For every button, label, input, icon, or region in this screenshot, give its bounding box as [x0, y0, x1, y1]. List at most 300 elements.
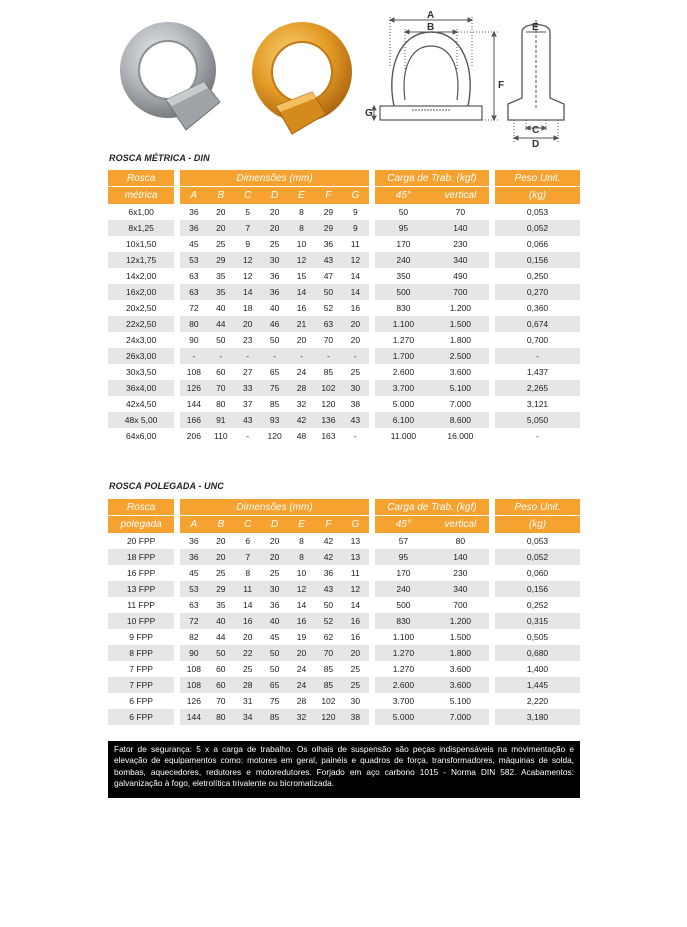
cell-dim-e: 8 [299, 207, 304, 217]
cell-dim-d: 75 [261, 380, 288, 396]
cell-dim-b: 70 [216, 696, 226, 706]
cell-unit-weight: 0,066 [526, 239, 549, 249]
header-thread-inch: Rosca [108, 499, 174, 515]
cell-dim-g: 20 [342, 645, 369, 661]
cell-dim-a: 72 [180, 613, 207, 629]
cell-unit-weight: 0,270 [495, 284, 580, 300]
cell-dim-a: 166 [180, 412, 207, 428]
cell-dim-f: 47 [323, 271, 334, 281]
unc-spec-table [108, 499, 580, 725]
cell-dim-e: 32 [288, 709, 315, 725]
cell-dim-c: - [234, 348, 261, 364]
cell-load-vertical: 1.500 [432, 316, 489, 332]
cell-dim-b: 91 [207, 412, 234, 428]
cell-dim-c: 7 [234, 220, 261, 236]
cell-dim-f: 85 [323, 367, 334, 377]
cell-dim-b: 110 [214, 431, 228, 441]
cell-dim-g: 25 [342, 677, 369, 693]
table-row [108, 581, 580, 597]
cell-dim-d: 30 [261, 252, 288, 268]
cell-dim-g: - [353, 431, 357, 441]
cell-load-vertical: 340 [432, 252, 489, 268]
cell-dim-c: 20 [242, 632, 253, 642]
cell-dim-d: 50 [261, 645, 288, 661]
cell-dim-e: 24 [288, 677, 315, 693]
cell-dim-e: 14 [288, 284, 315, 300]
cell-dim-b: 35 [207, 284, 234, 300]
cell-load-45: 240 [375, 581, 432, 597]
table-row [108, 677, 580, 693]
table-row [108, 220, 580, 236]
product-images [108, 8, 580, 148]
cell-dim-g: 14 [350, 600, 361, 610]
table-row [108, 533, 580, 549]
cell-dim-e: 24 [296, 664, 307, 674]
cell-dim-a: 144 [180, 709, 207, 725]
cell-dim-a: 108 [186, 367, 201, 377]
cell-dim-b: 35 [216, 271, 226, 281]
cell-dim-f: 70 [315, 645, 342, 661]
cell-dim-f: 102 [315, 380, 342, 396]
cell-thread: 26x3,00 [108, 348, 174, 364]
cell-dim-g: 12 [342, 581, 369, 597]
header-load-vertical: vertical [432, 186, 489, 204]
table-row [108, 549, 580, 565]
cell-dim-c: 11 [234, 581, 261, 597]
header-dimensions: Dimensões (mm) [180, 499, 368, 515]
cell-load-vertical: 16.000 [447, 431, 474, 441]
cell-dim-f: 136 [315, 412, 342, 428]
cell-dim-a: 206 [186, 431, 201, 441]
cell-load-vertical: 5.100 [449, 696, 472, 706]
table-row [108, 645, 580, 661]
cell-dim-a: 82 [189, 632, 199, 642]
table-row [108, 204, 580, 220]
cell-load-vertical: 230 [453, 568, 468, 578]
header-dim-c: C [234, 515, 261, 533]
cell-load-vertical: 340 [432, 581, 489, 597]
cell-dim-d: 50 [269, 664, 280, 674]
cell-unit-weight: 1,437 [526, 367, 549, 377]
cell-dim-g: 16 [350, 303, 361, 313]
cell-load-45: 830 [375, 613, 432, 629]
cell-dim-b: 60 [216, 664, 226, 674]
cell-thread: 24x3,00 [125, 335, 157, 345]
cell-load-vertical: 490 [453, 271, 468, 281]
cell-unit-weight: 5,050 [495, 412, 580, 428]
header-load-45: 45° [375, 515, 432, 533]
cell-unit-weight: 0,700 [526, 335, 549, 345]
table-row [108, 396, 580, 412]
cell-dim-d: 40 [269, 303, 280, 313]
cell-dim-c: 9 [245, 239, 251, 249]
header-dim-e: E [288, 186, 315, 204]
cell-dim-e: 28 [288, 380, 315, 396]
cell-load-45: 3.700 [392, 696, 415, 706]
cell-dim-a: 45 [189, 239, 199, 249]
cell-dim-g: 16 [350, 632, 361, 642]
cell-dim-b: 70 [207, 380, 234, 396]
cell-dim-f: 102 [321, 696, 336, 706]
header-dim-f: F [315, 186, 342, 204]
cell-dim-a: 90 [180, 645, 207, 661]
cell-dim-b: 25 [216, 568, 226, 578]
header-thread-inch-sub: polegada [108, 515, 174, 533]
cell-dim-f: 43 [315, 252, 342, 268]
cell-dim-b: 44 [207, 316, 234, 332]
cell-dim-f: - [315, 348, 342, 364]
header-working-load: Carga de Trab. (kgf) [375, 499, 489, 515]
cell-unit-weight: 0,360 [526, 303, 549, 313]
cell-thread: 18 FPP [108, 549, 174, 565]
cell-dim-e: 10 [296, 239, 307, 249]
metric-spec-table [108, 170, 580, 444]
cell-dim-e: 12 [288, 581, 315, 597]
header-unit-weight: Peso Unit. [495, 170, 580, 186]
cell-thread: 10 FPP [108, 613, 174, 629]
table-row [108, 252, 580, 268]
cell-load-vertical: 80 [455, 536, 466, 546]
cell-dim-c: 31 [242, 696, 253, 706]
cell-dim-e: 21 [288, 316, 315, 332]
cell-load-vertical: 8.600 [432, 412, 489, 428]
cell-unit-weight: 3,180 [495, 709, 580, 725]
cell-unit-weight: 2,220 [526, 696, 549, 706]
cell-load-vertical: 3.600 [449, 367, 472, 377]
cell-dim-g: 14 [350, 271, 361, 281]
cell-dim-g: 9 [342, 220, 369, 236]
cell-dim-e: 10 [296, 568, 307, 578]
cell-load-45: 500 [375, 284, 432, 300]
cell-dim-c: 16 [234, 613, 261, 629]
table-row [108, 380, 580, 396]
cell-unit-weight: 0,156 [495, 252, 580, 268]
cell-dim-a: 36 [189, 536, 199, 546]
cell-load-45: 50 [398, 207, 409, 217]
cell-load-45: 95 [375, 220, 432, 236]
cell-load-45: 11.000 [390, 431, 417, 441]
header-unit-weight: Peso Unit. [495, 499, 580, 515]
cell-load-vertical: 7.000 [432, 709, 489, 725]
cell-dim-d: 120 [267, 431, 282, 441]
cell-dim-g: 11 [350, 239, 360, 249]
cell-dim-c: 43 [234, 412, 261, 428]
cell-load-45: 170 [396, 568, 411, 578]
cell-load-45: 5.000 [375, 709, 432, 725]
cell-unit-weight: 0,315 [495, 613, 580, 629]
cell-dim-f: 85 [323, 664, 334, 674]
cell-dim-c: 27 [242, 367, 253, 377]
front-view-drawing [372, 17, 498, 120]
cell-load-vertical: 1.800 [449, 335, 472, 345]
cell-load-45: 350 [396, 271, 411, 281]
cell-dim-d: 36 [269, 271, 280, 281]
cell-dim-d: 65 [269, 367, 280, 377]
cell-dim-d: 46 [261, 316, 288, 332]
cell-dim-b: 35 [216, 600, 226, 610]
cell-thread: 20 FPP [126, 536, 156, 546]
cell-load-45: 1.270 [392, 335, 415, 345]
cell-unit-weight: 1,400 [526, 664, 549, 674]
dim-label-f: F [498, 80, 505, 91]
cell-dim-d: 40 [261, 613, 288, 629]
cell-dim-c: 7 [234, 549, 261, 565]
cell-dim-f: 63 [315, 316, 342, 332]
cell-dim-g: 43 [342, 412, 369, 428]
cell-thread: 9 FPP [129, 632, 153, 642]
table-row [108, 268, 580, 284]
cell-thread: 42x4,50 [125, 399, 157, 409]
cell-dim-a: - [180, 348, 207, 364]
table-row [108, 236, 580, 252]
cell-dim-e: 24 [296, 367, 307, 377]
cell-dim-g: 25 [350, 664, 361, 674]
cell-load-vertical: 7.000 [449, 399, 472, 409]
cell-dim-a: 63 [189, 271, 199, 281]
cell-dim-c: 25 [242, 664, 253, 674]
cell-dim-b: 20 [207, 220, 234, 236]
cell-thread: 20x2,50 [125, 303, 157, 313]
cell-load-vertical: 70 [455, 207, 466, 217]
table-row [108, 284, 580, 300]
cell-dim-b: 29 [207, 581, 234, 597]
header-dim-a: A [180, 186, 207, 204]
cell-load-45: 1.270 [392, 664, 415, 674]
cell-dim-g: 9 [352, 207, 358, 217]
cell-unit-weight: 0,505 [526, 632, 549, 642]
cell-thread: 16x2,00 [108, 284, 174, 300]
cell-dim-b: 20 [216, 536, 226, 546]
cell-dim-e: 28 [296, 696, 307, 706]
dim-label-g: G [365, 108, 373, 119]
cell-dim-b: 44 [216, 632, 226, 642]
cell-dim-a: 126 [186, 696, 201, 706]
cell-dim-g: 14 [342, 284, 369, 300]
cell-dim-g: 12 [342, 252, 369, 268]
cell-dim-g: 30 [350, 696, 361, 706]
cell-thread: 14x2,00 [125, 271, 157, 281]
cell-dim-f: 50 [315, 284, 342, 300]
dim-label-c: C [532, 125, 540, 136]
cell-dim-a: 36 [180, 549, 207, 565]
cell-unit-weight: 0,680 [495, 645, 580, 661]
cell-load-vertical: 3.600 [432, 677, 489, 693]
cell-load-45: 6.100 [375, 412, 432, 428]
cell-thread: 6 FPP [108, 709, 174, 725]
dim-label-a: A [427, 10, 435, 21]
cell-thread: 8x1,25 [108, 220, 174, 236]
cell-dim-b: 60 [216, 367, 226, 377]
cell-dim-a: 53 [180, 252, 207, 268]
cell-dim-c: 14 [242, 600, 253, 610]
cell-thread: 10x1,50 [125, 239, 157, 249]
cell-thread: 12x1,75 [108, 252, 174, 268]
cell-dim-b: 80 [207, 709, 234, 725]
cell-dim-c: 8 [245, 568, 251, 578]
header-dim-a: A [180, 515, 207, 533]
cell-unit-weight: 0,674 [495, 316, 580, 332]
cell-dim-c: 14 [234, 284, 261, 300]
cell-dim-f: 52 [315, 613, 342, 629]
cell-load-45: 2.600 [392, 367, 415, 377]
cell-dim-g: 38 [350, 399, 361, 409]
cell-unit-weight: 0,060 [526, 568, 549, 578]
cell-dim-e: 14 [296, 600, 307, 610]
cell-unit-weight: 0,052 [495, 549, 580, 565]
cell-dim-a: 36 [180, 220, 207, 236]
cell-load-45: 1.100 [392, 632, 415, 642]
cell-dim-f: 120 [321, 399, 336, 409]
cell-dim-f: 42 [323, 536, 334, 546]
header-load-45: 45° [375, 186, 432, 204]
cell-dim-e: 16 [288, 613, 315, 629]
cell-dim-f: 52 [323, 303, 334, 313]
header-weight-unit: (kg) [495, 186, 580, 204]
cell-load-45: 1.700 [375, 348, 432, 364]
cell-dim-c: 28 [234, 677, 261, 693]
cell-thread: 30x3,50 [125, 367, 157, 377]
header-weight-unit: (kg) [495, 515, 580, 533]
cell-dim-g: - [342, 348, 369, 364]
cell-dim-d: 20 [261, 220, 288, 236]
cell-unit-weight: 1,445 [495, 677, 580, 693]
cell-load-45: 3.700 [375, 380, 432, 396]
cell-thread: 6 FPP [129, 696, 153, 706]
cell-dim-g: 30 [342, 380, 369, 396]
cell-dim-d: 93 [261, 412, 288, 428]
cell-dim-c: 37 [242, 399, 253, 409]
cell-dim-d: 36 [269, 600, 280, 610]
table-row [108, 316, 580, 332]
cell-dim-a: 53 [180, 581, 207, 597]
cell-load-45: 830 [396, 303, 411, 313]
cell-thread: 8 FPP [108, 645, 174, 661]
cell-dim-c: 22 [234, 645, 261, 661]
table-row [108, 613, 580, 629]
table-row [108, 661, 580, 677]
cell-dim-b: 50 [216, 335, 226, 345]
header-dim-f: F [315, 515, 342, 533]
cell-thread: 48x 5,00 [108, 412, 174, 428]
cell-dim-c: 33 [234, 380, 261, 396]
header-dim-g: G [342, 186, 369, 204]
cell-dim-b: 80 [216, 399, 226, 409]
dim-label-e: E [532, 22, 539, 33]
table-row [108, 709, 580, 725]
table-row [108, 300, 580, 316]
cell-thread: 36x4,00 [108, 380, 174, 396]
cell-load-45: 500 [396, 600, 411, 610]
header-dim-c: C [234, 186, 261, 204]
cell-dim-d: 20 [269, 207, 280, 217]
cell-dim-c: 12 [242, 271, 253, 281]
cell-unit-weight: 0,250 [526, 271, 549, 281]
cell-dim-f: 120 [315, 709, 342, 725]
cell-dim-e: 32 [296, 399, 307, 409]
cell-dim-c: 23 [242, 335, 253, 345]
cell-dim-g: 38 [342, 709, 369, 725]
cell-dim-d: 50 [269, 335, 280, 345]
cell-dim-e: 48 [296, 431, 307, 441]
cell-thread: 11 FPP [127, 600, 155, 610]
cell-dim-f: 29 [323, 207, 334, 217]
header-dim-g: G [342, 515, 369, 533]
cell-dim-d: 75 [269, 696, 280, 706]
cell-dim-d: 25 [269, 568, 280, 578]
cell-unit-weight: 0,053 [526, 207, 549, 217]
header-dimensions: Dimensões (mm) [180, 170, 368, 186]
cell-unit-weight: - [495, 348, 580, 364]
cell-dim-g: 13 [342, 549, 369, 565]
cell-dim-f: 36 [323, 239, 334, 249]
cell-dim-a: 144 [186, 399, 201, 409]
cell-dim-a: 36 [189, 207, 199, 217]
cell-dim-e: 8 [299, 536, 304, 546]
metric-section-title: ROSCA MÉTRICA - DIN [109, 153, 210, 163]
cell-dim-f: 50 [323, 600, 334, 610]
cell-dim-e: 42 [288, 412, 315, 428]
cell-dim-e: 19 [296, 632, 307, 642]
cell-dim-c: 5 [245, 207, 251, 217]
cell-dim-b: 40 [207, 613, 234, 629]
header-working-load: Carga de Trab. (kgf) [375, 170, 489, 186]
cell-load-vertical: 700 [432, 284, 489, 300]
cell-dim-a: 90 [189, 335, 199, 345]
cell-dim-d: 30 [261, 581, 288, 597]
cell-dim-e: 20 [296, 335, 307, 345]
cell-load-vertical: 700 [453, 600, 468, 610]
cell-unit-weight: - [536, 431, 539, 441]
cell-load-vertical: 230 [453, 239, 468, 249]
cell-thread: 16 FPP [126, 568, 156, 578]
cell-dim-c: 18 [242, 303, 253, 313]
cell-dim-a: 80 [180, 316, 207, 332]
cell-dim-d: 36 [261, 284, 288, 300]
cell-dim-e: - [288, 348, 315, 364]
cell-dim-c: - [246, 431, 250, 441]
cell-thread: 22x2,50 [108, 316, 174, 332]
table-row [108, 693, 580, 709]
cell-dim-g: 16 [342, 613, 369, 629]
header-dim-b: B [207, 186, 234, 204]
cell-dim-b: 60 [207, 677, 234, 693]
cell-dim-b: - [207, 348, 234, 364]
cell-thread: 7 FPP [108, 677, 174, 693]
cell-dim-d: 85 [261, 709, 288, 725]
cell-load-45: 57 [398, 536, 409, 546]
cell-dim-g: 20 [350, 335, 361, 345]
cell-dim-d: 85 [269, 399, 280, 409]
cell-dim-b: 40 [216, 303, 226, 313]
cell-dim-e: 15 [296, 271, 307, 281]
cell-dim-a: 63 [189, 600, 199, 610]
cell-dim-e: 12 [288, 252, 315, 268]
cell-dim-c: 12 [234, 252, 261, 268]
header-dim-b: B [207, 515, 234, 533]
cell-dim-c: 20 [234, 316, 261, 332]
cell-dim-d: - [261, 348, 288, 364]
cell-load-45: 5.000 [392, 399, 415, 409]
eye-nut-illustrations [108, 8, 580, 148]
cell-unit-weight: 0,156 [495, 581, 580, 597]
cell-dim-a: 126 [180, 380, 207, 396]
cell-dim-d: 20 [261, 549, 288, 565]
cell-dim-a: 45 [189, 568, 199, 578]
cell-load-45: 95 [375, 549, 432, 565]
cell-load-vertical: 1.800 [432, 645, 489, 661]
cell-dim-e: 16 [296, 303, 307, 313]
table-row [108, 565, 580, 581]
